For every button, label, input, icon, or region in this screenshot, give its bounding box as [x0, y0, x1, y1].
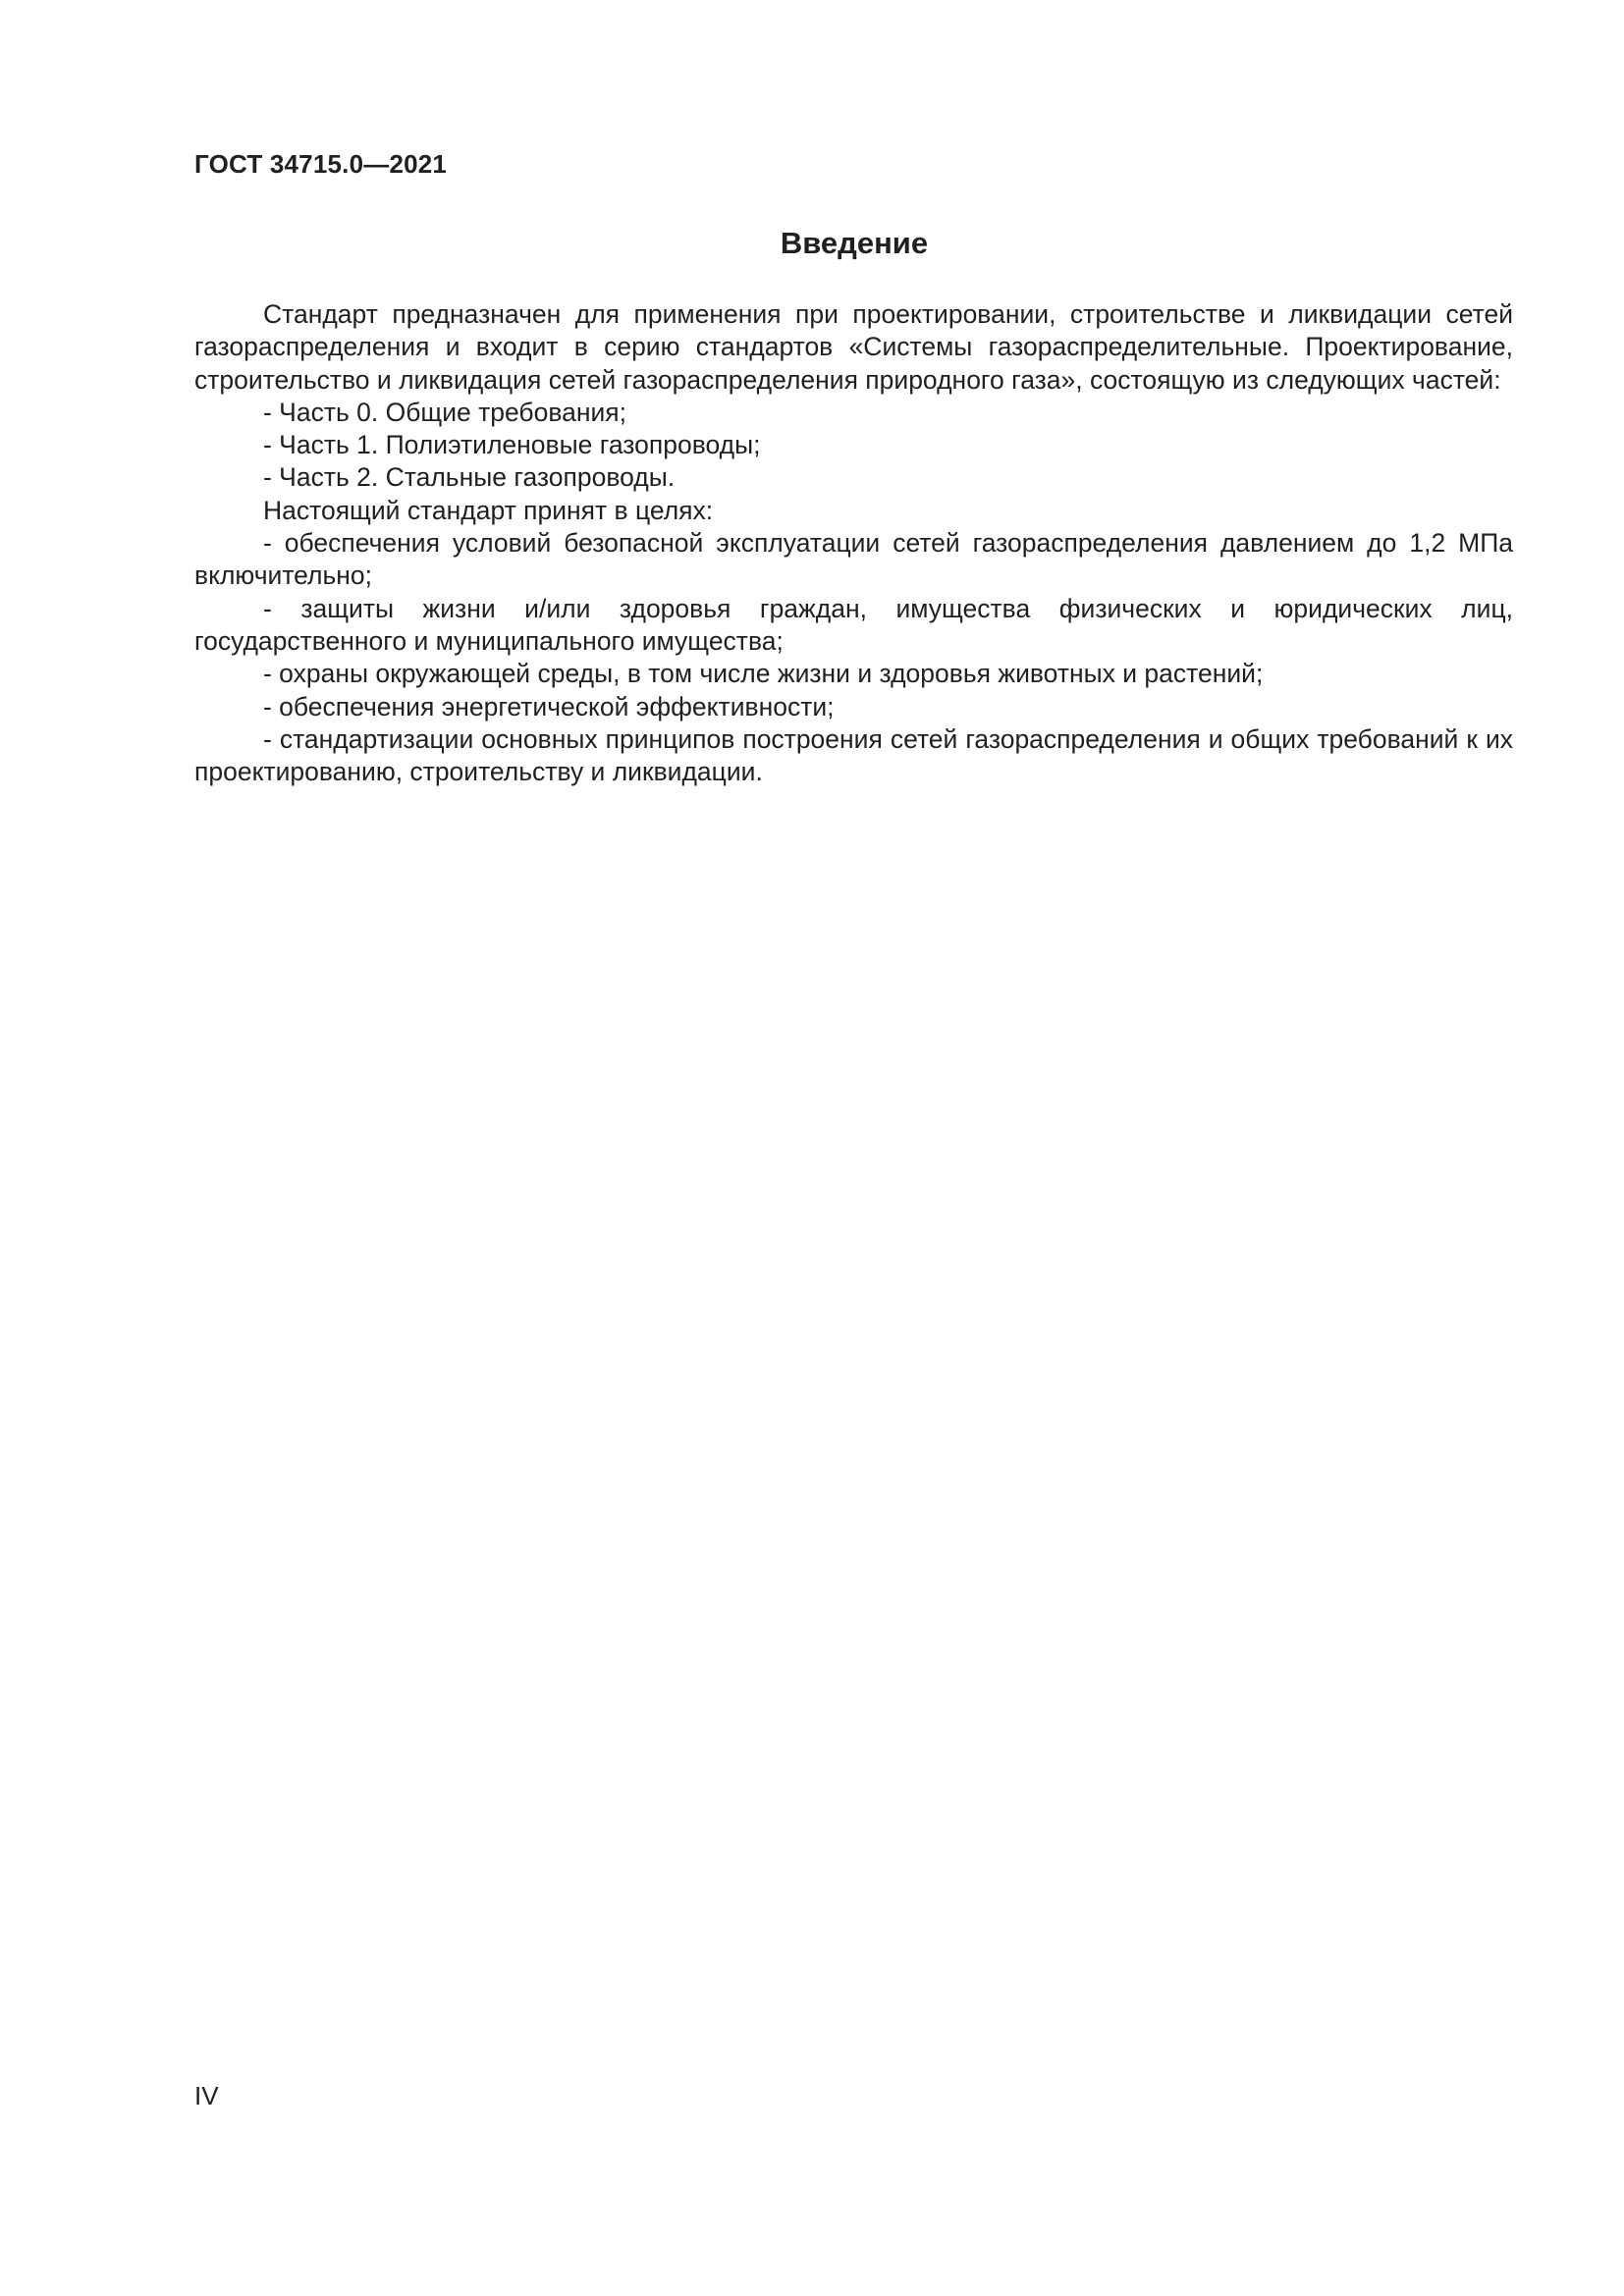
document-header: ГОСТ 34715.0—2021 [194, 149, 448, 179]
list-item-goal-safety: - обеспечения условий безопасной эксплуатации сетей газораспределения давлением до 1,2 МПа включительно; [194, 528, 1513, 591]
list-item-goal-energy: - обеспечения энергетической эффективности; [263, 691, 835, 721]
paragraph-intro: Стандарт предназначен для применения при проектировании, строительстве и ликвидации сетей газораспределения и входит в серию стандартов «Системы газораспределительные. Проектирование, строительство и ликвидация сетей газораспределения природного газа», состоящую из следующих частей: [194, 299, 1513, 395]
list-item-part-2: - Часть 2. Стальные газопроводы. [263, 462, 676, 493]
list-item-goal-standardization: - стандартизации основных принципов построения сетей газораспределения и общих требований к их проектированию, строительству и ликвидации. [194, 723, 1513, 787]
list-item-part-1: - Часть 1. Полиэтиленовые газопроводы; [263, 430, 761, 460]
paragraph-goals-intro: Настоящий стандарт принят в целях: [263, 495, 714, 525]
body-text [194, 298, 1513, 788]
section-title: Введение [780, 226, 929, 260]
list-item-goal-environment: - охраны окружающей среды, в том числе жизни и здоровья животных и растений; [263, 659, 1264, 689]
list-item-goal-protection: - защиты жизни и/или здоровья граждан, имущества физических и юридических лиц, государственного и муниципального имущества; [194, 593, 1513, 656]
list-item-part-0: - Часть 0. Общие требования; [263, 397, 627, 427]
page-number: IV [194, 2081, 219, 2110]
